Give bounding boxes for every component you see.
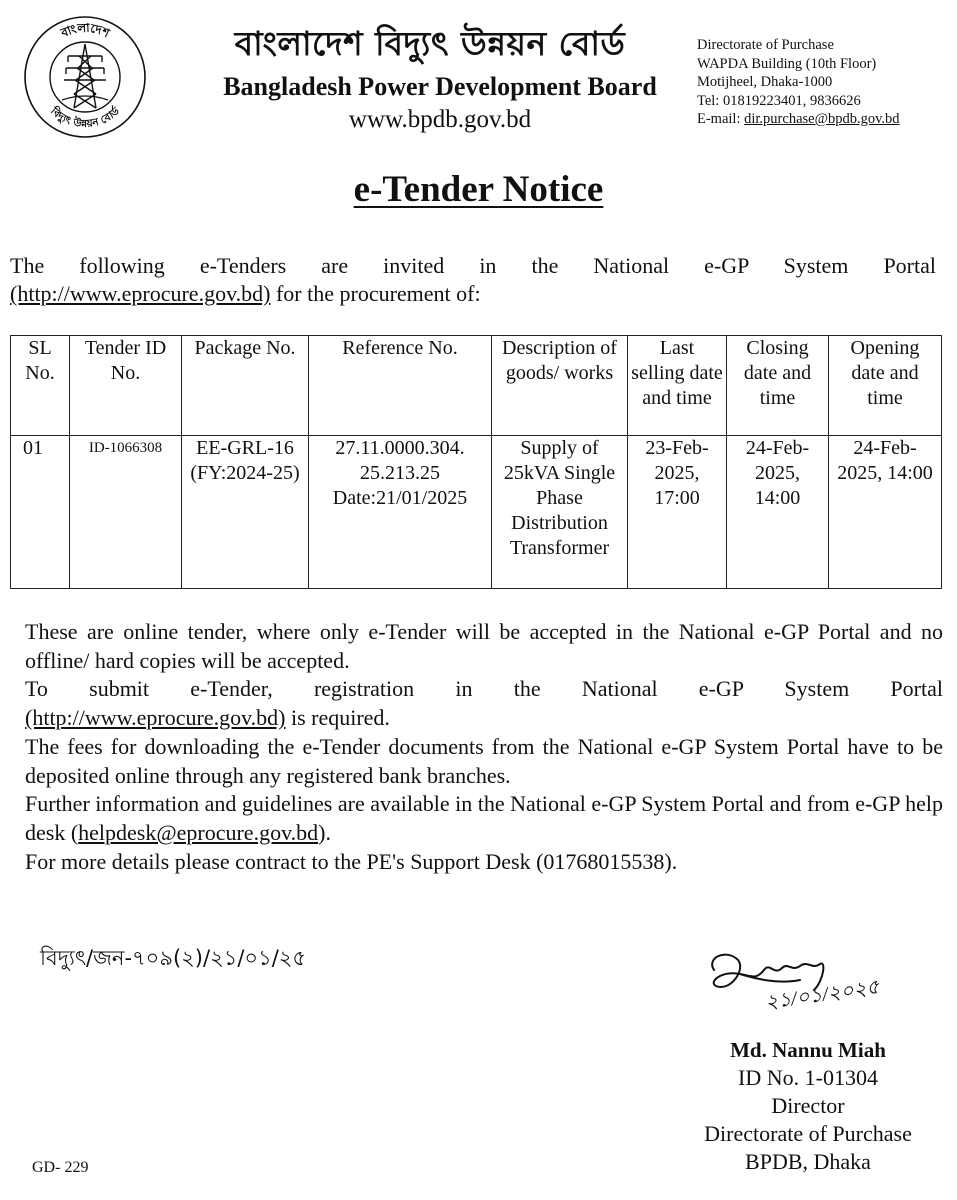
logo-ring-bottom: বিদ্যুৎ উন্নয়ন বোর্ড bbox=[48, 105, 122, 131]
signatory-id: ID No. 1-01304 bbox=[738, 1065, 878, 1090]
contact-email-line bbox=[697, 110, 900, 129]
para-fees: The fees for downloading the e-Tender documents from the National e-GP System Portal have to be deposited online through any registered bank branches. bbox=[25, 733, 943, 788]
cell-description: Supply of 25kVA Single Phase Distribution Transformer bbox=[492, 436, 628, 589]
contact-address: Motijheel, Dhaka-1000 bbox=[697, 74, 833, 90]
org-name-bengali: বাংলাদেশ বিদ্যুৎ উন্নয়ন বোর্ড bbox=[234, 24, 626, 63]
notice-body bbox=[25, 618, 943, 876]
cell-opening: 24-Feb-2025, 14:00 bbox=[829, 436, 942, 589]
tender-table bbox=[10, 335, 942, 589]
contact-building: WAPDA Building (10th Floor) bbox=[697, 55, 877, 72]
cell-reference: 27.11.0000.304. 25.213.25 Date:21/01/2025 bbox=[309, 436, 492, 589]
header-description: Description of goods/ works bbox=[492, 336, 628, 436]
signatory-name: Md. Nannu Miah bbox=[730, 1038, 886, 1062]
header-last-selling: Last selling date and time bbox=[628, 336, 727, 436]
bpdb-logo bbox=[22, 14, 148, 140]
para-registration-rest: is required. bbox=[285, 705, 390, 731]
intro-paragraph bbox=[10, 252, 936, 308]
table-row bbox=[11, 436, 942, 589]
para-online-tender: These are online tender, where only e-Tender will be accepted in the National e-GP Portal and no offline/ hard copies will be accepted. bbox=[25, 619, 943, 673]
para-helpdesk-text: Further information and guidelines are available in the National e-GP System Portal and from e-GP help desk ( bbox=[25, 791, 943, 845]
signatory-org: BPDB, Dhaka bbox=[745, 1149, 871, 1174]
email-label: E-mail: bbox=[697, 111, 745, 127]
cell-tender-id: ID-1066308 bbox=[70, 436, 182, 589]
contact-tel: Tel: 01819223401, 9836626 bbox=[697, 92, 861, 109]
logo-ring-top: বাংলাদেশ bbox=[59, 20, 112, 41]
header-package: Package No. bbox=[182, 336, 309, 436]
para-registration bbox=[25, 675, 943, 732]
para-support-desk: For more details please contract to the PE's Support Desk (01768015538). bbox=[25, 848, 678, 874]
signatory-designation: Director bbox=[771, 1093, 845, 1118]
signatory-block bbox=[680, 1036, 936, 1176]
svg-text:বাংলাদেশ bbox=[58, 21, 112, 41]
notice-title bbox=[0, 168, 957, 211]
cell-sl: 01 bbox=[11, 436, 70, 589]
contact-email-link[interactable]: dir.purchase@bpdb.gov.bd bbox=[744, 111, 900, 127]
svg-text:বিদ্যুৎ উন্নয়ন বোর্ড bbox=[47, 103, 122, 130]
memo-number: বিদ্যুৎ/জন-৭০৯(২)/২১/০১/২৫ bbox=[40, 946, 307, 970]
header-reference: Reference No. bbox=[309, 336, 492, 436]
cell-last-selling: 23-Feb-2025, 17:00 bbox=[628, 436, 727, 589]
header-closing: Closing date and time bbox=[727, 336, 829, 436]
intro-line-2-rest: for the procurement of: bbox=[270, 281, 481, 306]
header-sl: SL No. bbox=[11, 336, 70, 436]
contact-block bbox=[697, 36, 900, 129]
signature-date: ২১/০১/২০২৫ bbox=[763, 976, 881, 1014]
intro-line-1: The following e-Tenders are invited in the National e-GP System Portal bbox=[10, 253, 936, 278]
header-opening: Opening date and time bbox=[829, 336, 942, 436]
cell-closing: 24-Feb-2025, 14:00 bbox=[727, 436, 829, 589]
para-helpdesk-close: ). bbox=[318, 819, 331, 845]
contact-directorate: Directorate of Purchase bbox=[697, 37, 834, 53]
helpdesk-email-link[interactable]: helpdesk@eprocure.gov.bd bbox=[78, 819, 319, 845]
intro-line-2 bbox=[10, 280, 936, 308]
tower-icon bbox=[64, 44, 106, 108]
para-helpdesk bbox=[25, 790, 943, 847]
header-tender-id: Tender ID No. bbox=[70, 336, 182, 436]
signatory-office: Directorate of Purchase bbox=[704, 1121, 912, 1146]
notice-title-text: e-Tender Notice bbox=[353, 169, 604, 210]
eprocure-link[interactable]: (http://www.eprocure.gov.bd) bbox=[10, 281, 271, 306]
registration-link[interactable]: (http://www.eprocure.gov.bd) bbox=[25, 705, 286, 731]
org-website-link[interactable]: www.bpdb.gov.bd bbox=[348, 106, 532, 133]
org-name-english: Bangladesh Power Development Board bbox=[223, 72, 657, 101]
cell-package: EE-GRL-16 (FY:2024-25) bbox=[182, 436, 309, 589]
footer-code: GD- 229 bbox=[32, 1159, 89, 1176]
para-registration-line: To submit e-Tender, registration in the National e-GP System Portal bbox=[25, 676, 943, 702]
table-header-row bbox=[11, 336, 942, 436]
